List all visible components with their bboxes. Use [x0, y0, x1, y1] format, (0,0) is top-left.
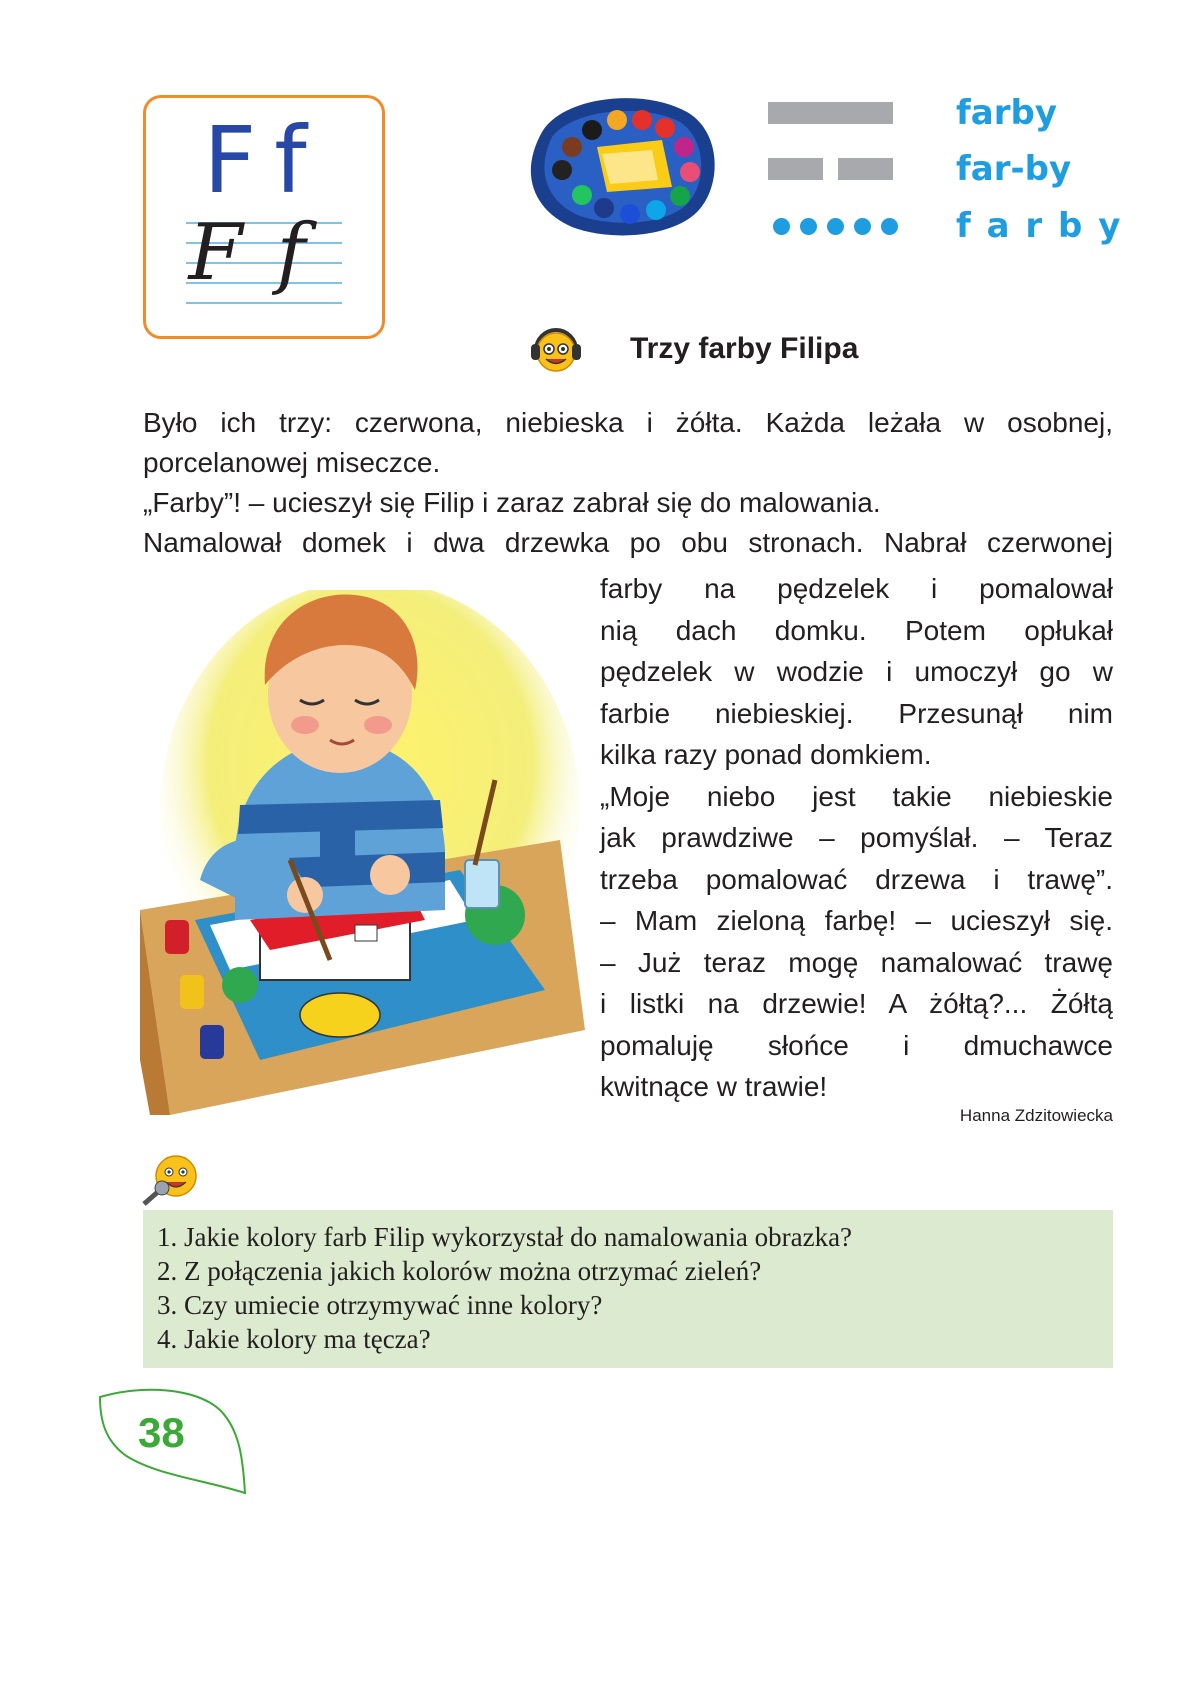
story-line: Namalował domek i dwa drzewka po obu stronach. Nabrał czerwonej [143, 527, 1113, 558]
letter-dot-3 [827, 218, 844, 235]
word-syllables: far-by [956, 149, 1072, 189]
print-letters [146, 106, 382, 216]
word-whole: farby [956, 93, 1058, 133]
story-intro [143, 403, 1113, 563]
story-line: kwitnące w trawie! [600, 1071, 828, 1102]
questions-box [143, 1210, 1113, 1368]
letter-dot-1 [773, 218, 790, 235]
print-upper-letter: F [203, 107, 275, 214]
story-line: „Farby”! – ucieszył się Filip i zaraz zabrał się do malowania. [143, 487, 881, 518]
word-letters: f a r b y [956, 206, 1123, 246]
whole-word-bar [768, 102, 893, 124]
smiley-microphone-icon [138, 1152, 206, 1210]
story-line: porcelanowej miseczce. [143, 447, 441, 478]
script-letters [146, 208, 382, 298]
question-item: 4. Jakie kolory ma tęcza? [157, 1324, 431, 1354]
page-number: 38 [138, 1409, 185, 1456]
question-item: 2. Z połączenia jakich kolorów można otrzymać zieleń? [157, 1256, 762, 1286]
story-line: pędzelek w wodzie i umoczył go w [600, 656, 1113, 687]
story-title: Trzy farby Filipa [630, 332, 859, 365]
story-author: Hanna Zdzitowiecka [959, 1106, 1113, 1125]
question-item: 3. Czy umiecie otrzymywać inne kolory? [157, 1290, 603, 1320]
letter-dot-4 [854, 218, 871, 235]
question-item: 1. Jakie kolory farb Filip wykorzystał do namalowania obrazka? [157, 1222, 853, 1252]
syllable-bar-2 [838, 158, 893, 180]
story-line: farbie niebieskiej. Przesunął nim [600, 697, 1113, 729]
letter-dot-2 [800, 218, 817, 235]
story-line: trzeba pomalować drzewa i trawę”. [600, 863, 1113, 895]
paint-palette-icon [522, 92, 717, 242]
letter-card [143, 95, 385, 339]
letter-dot-5 [881, 218, 898, 235]
boy-painting-illustration [140, 590, 585, 1115]
script-upper-letter: F [188, 208, 277, 298]
script-lower-letter: f [276, 208, 340, 298]
story-line: farby na pędzelek i pomalował [600, 573, 1113, 604]
story-line: i listki na drzewie! A żółtą?... Żółtą [600, 988, 1113, 1019]
print-lower-letter: f [274, 107, 325, 214]
story-line: Było ich trzy: czerwona, niebieska i żółta. Każda leżała w osobnej, [143, 407, 1113, 438]
story-column [600, 568, 1113, 1108]
story-line: kilka razy ponad domkiem. [600, 739, 932, 770]
story-line: nią dach domku. Potem opłukał [600, 614, 1113, 646]
syllable-bar-1 [768, 158, 823, 180]
story-line: jak prawdziwe – pomyślał. – Teraz [600, 822, 1113, 853]
story-line: „Moje niebo jest takie niebieskie [600, 780, 1113, 812]
story-line: pomaluję słońce i dmuchawce [600, 1029, 1113, 1061]
smiley-headphones-icon [528, 322, 584, 378]
story-line: – Mam zieloną farbę! – ucieszył się. [600, 905, 1113, 936]
story-line: – Już teraz mogę namalować trawę [600, 946, 1113, 978]
